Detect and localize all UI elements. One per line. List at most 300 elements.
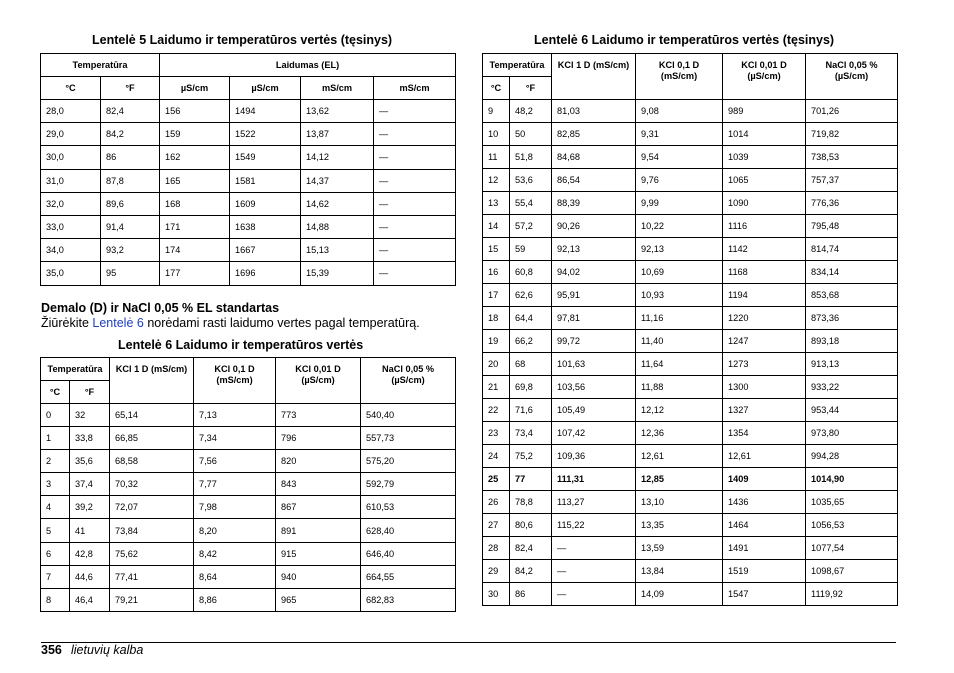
table-row <box>483 422 898 445</box>
table-cell: 994,28 <box>806 445 898 468</box>
table-cell: 4 <box>41 496 70 519</box>
table-cell: 174 <box>160 239 230 262</box>
table-cell: 34,0 <box>41 239 101 262</box>
table-cell: 973,80 <box>806 422 898 445</box>
table-cell: 94,02 <box>552 261 636 284</box>
table-cell: 86,54 <box>552 169 636 192</box>
table-cell: 113,27 <box>552 491 636 514</box>
table-cell: 12 <box>483 169 510 192</box>
table-cell: 25 <box>483 468 510 491</box>
table-cell: 1696 <box>230 262 301 285</box>
table-cell: 682,83 <box>361 588 456 611</box>
page-language: lietuvių kalba <box>71 643 144 657</box>
table-row <box>41 519 456 542</box>
table-6-link[interactable]: Lentelė 6 <box>92 316 144 330</box>
table-row <box>483 261 898 284</box>
table-row <box>483 284 898 307</box>
table-cell: 1300 <box>723 376 806 399</box>
table-cell: 738,53 <box>806 146 898 169</box>
table-cell: 891 <box>276 519 361 542</box>
table-cell: — <box>374 123 456 146</box>
table-cell: — <box>374 100 456 123</box>
table-cell: 89,6 <box>101 192 160 215</box>
table-row <box>41 123 456 146</box>
table-cell: 14,37 <box>301 169 374 192</box>
table-cell: 1547 <box>723 583 806 606</box>
table-cell: 873,36 <box>806 307 898 330</box>
table-cell: 66,85 <box>110 427 194 450</box>
table-cell: 1409 <box>723 468 806 491</box>
table-cell: 5 <box>41 519 70 542</box>
table-cell: 29,0 <box>41 123 101 146</box>
table-cell: 1354 <box>723 422 806 445</box>
table-cell: 9,99 <box>636 192 723 215</box>
table-cell: 60,8 <box>510 261 552 284</box>
table-cell: 14,62 <box>301 192 374 215</box>
table-cell: 73,84 <box>110 519 194 542</box>
header-temperature: Temperatūra <box>483 54 552 77</box>
table-cell: 773 <box>276 404 361 427</box>
table-cell: 719,82 <box>806 123 898 146</box>
table-cell: 44,6 <box>70 565 110 588</box>
table-cell: — <box>374 169 456 192</box>
table-cell: 97,81 <box>552 307 636 330</box>
table-cell: 9 <box>483 100 510 123</box>
table-cell: 71,6 <box>510 399 552 422</box>
table-row <box>483 537 898 560</box>
table-row <box>41 239 456 262</box>
table-cell: 1494 <box>230 100 301 123</box>
table-cell: 82,4 <box>101 100 160 123</box>
table-cell: 1667 <box>230 239 301 262</box>
table-cell: 8,42 <box>194 542 276 565</box>
table-cell: 628,40 <box>361 519 456 542</box>
table-cell: 913,13 <box>806 353 898 376</box>
table-cell: 820 <box>276 450 361 473</box>
table-cell: 55,4 <box>510 192 552 215</box>
table-cell: 1464 <box>723 514 806 537</box>
conductivity-table-5 <box>40 53 456 286</box>
table-cell: 84,68 <box>552 146 636 169</box>
table-cell: 82,4 <box>510 537 552 560</box>
table-cell: 68,58 <box>110 450 194 473</box>
table-cell: 853,68 <box>806 284 898 307</box>
table-cell: 940 <box>276 565 361 588</box>
table-cell: 1077,54 <box>806 537 898 560</box>
table-row <box>41 496 456 519</box>
table-cell: 111,31 <box>552 468 636 491</box>
table-cell: 2 <box>41 450 70 473</box>
table-cell: 1549 <box>230 146 301 169</box>
table-cell: 7,13 <box>194 404 276 427</box>
table-cell: 27 <box>483 514 510 537</box>
table-cell: 1522 <box>230 123 301 146</box>
table-cell: 81,03 <box>552 100 636 123</box>
header-kcl-001d: KCl 0,01 D (µS/cm) <box>723 54 806 100</box>
table-cell: 77 <box>510 468 552 491</box>
table-cell: 92,13 <box>552 238 636 261</box>
table-cell: 14,12 <box>301 146 374 169</box>
table-cell: 11,64 <box>636 353 723 376</box>
table-cell: 17 <box>483 284 510 307</box>
header-kcl-1d: KCl 1 D (mS/cm) <box>552 54 636 100</box>
table-cell: 109,36 <box>552 445 636 468</box>
table-cell: 12,12 <box>636 399 723 422</box>
table-cell: 65,14 <box>110 404 194 427</box>
header-unit: mS/cm <box>374 77 456 100</box>
table-cell: 29 <box>483 560 510 583</box>
header-fahrenheit: °F <box>101 77 160 100</box>
header-fahrenheit: °F <box>510 77 552 100</box>
table-row <box>41 192 456 215</box>
table-cell: 91,4 <box>101 215 160 238</box>
footer-rule <box>41 642 896 643</box>
header-kcl-1d: KCl 1 D (mS/cm) <box>110 358 194 404</box>
header-unit: µS/cm <box>160 77 230 100</box>
table-cell: 965 <box>276 588 361 611</box>
table-cell: 62,6 <box>510 284 552 307</box>
table-cell: 26 <box>483 491 510 514</box>
table-cell: 107,42 <box>552 422 636 445</box>
table-cell: — <box>374 146 456 169</box>
table-cell: 159 <box>160 123 230 146</box>
header-celsius: °C <box>41 77 101 100</box>
table-cell: 33,0 <box>41 215 101 238</box>
header-unit: µS/cm <box>230 77 301 100</box>
table-cell: 10 <box>483 123 510 146</box>
table-cell: 78,8 <box>510 491 552 514</box>
table-cell: 1491 <box>723 537 806 560</box>
section-heading: Demalo (D) ir NaCl 0,05 % EL standartas <box>41 301 280 315</box>
table-cell: 28,0 <box>41 100 101 123</box>
table-row <box>483 445 898 468</box>
table-cell: 69,8 <box>510 376 552 399</box>
table-row <box>483 123 898 146</box>
table-cell: 84,2 <box>101 123 160 146</box>
table-row <box>483 146 898 169</box>
table-cell: 10,22 <box>636 215 723 238</box>
table-cell: 757,37 <box>806 169 898 192</box>
table-cell: 101,63 <box>552 353 636 376</box>
table-cell: 13,59 <box>636 537 723 560</box>
table-cell: 814,74 <box>806 238 898 261</box>
table-cell: 1273 <box>723 353 806 376</box>
table-cell: 8,86 <box>194 588 276 611</box>
table-row <box>483 100 898 123</box>
table-cell: 1116 <box>723 215 806 238</box>
table-cell: 1638 <box>230 215 301 238</box>
table-cell: 13,62 <box>301 100 374 123</box>
header-fahrenheit: °F <box>70 381 110 404</box>
table-cell: 8 <box>41 588 70 611</box>
table-cell: 42,8 <box>70 542 110 565</box>
table-cell: 953,44 <box>806 399 898 422</box>
table-cell: 93,2 <box>101 239 160 262</box>
table-cell: 9,08 <box>636 100 723 123</box>
table-cell: 57,2 <box>510 215 552 238</box>
table-cell: 575,20 <box>361 450 456 473</box>
table-cell: 1065 <box>723 169 806 192</box>
table-cell: 22 <box>483 399 510 422</box>
table-cell: 14,09 <box>636 583 723 606</box>
table-cell: 16 <box>483 261 510 284</box>
table-cell: 35,0 <box>41 262 101 285</box>
table-row <box>483 330 898 353</box>
table-cell: 177 <box>160 262 230 285</box>
table-cell: 1090 <box>723 192 806 215</box>
table-cell: 171 <box>160 215 230 238</box>
table-row <box>41 100 456 123</box>
table-row <box>483 583 898 606</box>
table-cell: 79,21 <box>110 588 194 611</box>
table-cell: 3 <box>41 473 70 496</box>
table-cell: 1119,92 <box>806 583 898 606</box>
table-cell: 1194 <box>723 284 806 307</box>
table-cell: 105,49 <box>552 399 636 422</box>
table-cell: 30 <box>483 583 510 606</box>
table-cell: 92,13 <box>636 238 723 261</box>
table-cell: 843 <box>276 473 361 496</box>
table-cell: 11,16 <box>636 307 723 330</box>
table-cell: 13 <box>483 192 510 215</box>
table-cell: 99,72 <box>552 330 636 353</box>
conductivity-table-6-continued <box>482 53 898 606</box>
table-cell: 77,41 <box>110 565 194 588</box>
table-cell: 915 <box>276 542 361 565</box>
table-b-caption: Lentelė 6 Laidumo ir temperatūros vertės <box>118 338 364 352</box>
table-cell: 15,39 <box>301 262 374 285</box>
table-cell: 6 <box>41 542 70 565</box>
header-nacl-005: NaCl 0,05 % (µS/cm) <box>361 358 456 404</box>
table-cell: 10,93 <box>636 284 723 307</box>
table-cell: 68 <box>510 353 552 376</box>
table-row <box>41 427 456 450</box>
table-cell: 664,55 <box>361 565 456 588</box>
table-cell: 1168 <box>723 261 806 284</box>
table-cell: 1014,90 <box>806 468 898 491</box>
page-number: 356 <box>41 643 62 657</box>
table-cell: 70,32 <box>110 473 194 496</box>
table-row <box>41 146 456 169</box>
table-row <box>41 542 456 565</box>
table-cell: 162 <box>160 146 230 169</box>
table-row <box>41 588 456 611</box>
header-conductivity: Laidumas (EL) <box>160 54 456 77</box>
table-cell: 35,6 <box>70 450 110 473</box>
table-cell: 7,77 <box>194 473 276 496</box>
table-cell: 11,40 <box>636 330 723 353</box>
table-cell: 9,54 <box>636 146 723 169</box>
table-cell: 12,36 <box>636 422 723 445</box>
table-cell: 48,2 <box>510 100 552 123</box>
table-cell: 13,84 <box>636 560 723 583</box>
table-row <box>483 468 898 491</box>
table-cell: 75,2 <box>510 445 552 468</box>
table-cell: 19 <box>483 330 510 353</box>
table-row <box>483 238 898 261</box>
header-kcl-01d: KCl 0,1 D (mS/cm) <box>194 358 276 404</box>
header-celsius: °C <box>41 381 70 404</box>
header-kcl-001d: KCl 0,01 D (µS/cm) <box>276 358 361 404</box>
table-row <box>41 565 456 588</box>
table-row <box>41 450 456 473</box>
table-cell: 592,79 <box>361 473 456 496</box>
table-cell: 795,48 <box>806 215 898 238</box>
table-cell: 1327 <box>723 399 806 422</box>
table-cell: 1519 <box>723 560 806 583</box>
table-cell: 1035,65 <box>806 491 898 514</box>
table-cell: — <box>374 239 456 262</box>
table-cell: 39,2 <box>70 496 110 519</box>
table-row <box>483 514 898 537</box>
table-cell: — <box>552 560 636 583</box>
table-cell: 33,8 <box>70 427 110 450</box>
table-cell: 989 <box>723 100 806 123</box>
table-cell: 14,88 <box>301 215 374 238</box>
table-cell: 115,22 <box>552 514 636 537</box>
section-text-before: Žiūrėkite <box>41 316 93 330</box>
table-cell: 1609 <box>230 192 301 215</box>
table-cell: 59 <box>510 238 552 261</box>
table-cell: 1039 <box>723 146 806 169</box>
table-cell: 32 <box>70 404 110 427</box>
table-cell: 72,07 <box>110 496 194 519</box>
table-cell: 20 <box>483 353 510 376</box>
table-cell: 796 <box>276 427 361 450</box>
table-cell: 168 <box>160 192 230 215</box>
table-cell: 12,61 <box>723 445 806 468</box>
table-row <box>41 262 456 285</box>
table-cell: 86 <box>101 146 160 169</box>
header-celsius: °C <box>483 77 510 100</box>
table-cell: 893,18 <box>806 330 898 353</box>
table-cell: — <box>552 537 636 560</box>
table-cell: 1056,53 <box>806 514 898 537</box>
table-cell: — <box>374 262 456 285</box>
table-cell: 73,4 <box>510 422 552 445</box>
table-cell: — <box>374 192 456 215</box>
table-cell: 933,22 <box>806 376 898 399</box>
table-cell: 82,85 <box>552 123 636 146</box>
table-row <box>41 473 456 496</box>
table-cell: 15 <box>483 238 510 261</box>
table-cell: 1014 <box>723 123 806 146</box>
table-cell: 8,64 <box>194 565 276 588</box>
table-row <box>483 376 898 399</box>
conductivity-table-6 <box>40 357 456 612</box>
table-cell: 11 <box>483 146 510 169</box>
header-temperature: Temperatūra <box>41 54 160 77</box>
table-cell: 66,2 <box>510 330 552 353</box>
table-cell: 75,62 <box>110 542 194 565</box>
table-cell: 88,39 <box>552 192 636 215</box>
section-text-after: norėdami rasti laidumo vertes pagal temperatūrą. <box>143 316 420 330</box>
table-cell: 21 <box>483 376 510 399</box>
table-row <box>483 307 898 330</box>
table-cell: 776,36 <box>806 192 898 215</box>
table-cell: 1436 <box>723 491 806 514</box>
table-cell: 610,53 <box>361 496 456 519</box>
table-cell: 1247 <box>723 330 806 353</box>
table-cell: 13,35 <box>636 514 723 537</box>
table-cell: 12,61 <box>636 445 723 468</box>
header-kcl-01d: KCl 0,1 D (mS/cm) <box>636 54 723 100</box>
table-cell: 7,56 <box>194 450 276 473</box>
header-nacl-005: NaCl 0,05 % (µS/cm) <box>806 54 898 100</box>
table-cell: 37,4 <box>70 473 110 496</box>
table-cell: 10,69 <box>636 261 723 284</box>
table-cell: 646,40 <box>361 542 456 565</box>
table-cell: 90,26 <box>552 215 636 238</box>
table-cell: 28 <box>483 537 510 560</box>
table-cell: 9,76 <box>636 169 723 192</box>
table-cell: 834,14 <box>806 261 898 284</box>
table-cell: 84,2 <box>510 560 552 583</box>
table-cell: 7,98 <box>194 496 276 519</box>
table-cell: 18 <box>483 307 510 330</box>
table-row <box>483 399 898 422</box>
table-cell: 41 <box>70 519 110 542</box>
table-cell: 11,88 <box>636 376 723 399</box>
header-unit: mS/cm <box>301 77 374 100</box>
table-cell: 1581 <box>230 169 301 192</box>
table-cell: 1142 <box>723 238 806 261</box>
table-cell: 30,0 <box>41 146 101 169</box>
table-c-caption: Lentelė 6 Laidumo ir temperatūros vertės (tęsinys) <box>534 33 835 47</box>
table-cell: 53,6 <box>510 169 552 192</box>
table-cell: 50 <box>510 123 552 146</box>
table-cell: 23 <box>483 422 510 445</box>
table-cell: 7 <box>41 565 70 588</box>
table-cell: 12,85 <box>636 468 723 491</box>
table-cell: 14 <box>483 215 510 238</box>
table-row <box>41 169 456 192</box>
table-cell: 1098,67 <box>806 560 898 583</box>
table-row <box>483 215 898 238</box>
table-cell: 24 <box>483 445 510 468</box>
table-cell: 9,31 <box>636 123 723 146</box>
table-cell: 8,20 <box>194 519 276 542</box>
section-text <box>41 316 420 330</box>
table-cell: — <box>552 583 636 606</box>
table-cell: 80,6 <box>510 514 552 537</box>
table-cell: 701,26 <box>806 100 898 123</box>
table-cell: 87,8 <box>101 169 160 192</box>
table-row <box>41 215 456 238</box>
table-row <box>483 491 898 514</box>
table-cell: 31,0 <box>41 169 101 192</box>
table-cell: 13,10 <box>636 491 723 514</box>
table-cell: 165 <box>160 169 230 192</box>
table-cell: 15,13 <box>301 239 374 262</box>
table-row <box>41 404 456 427</box>
table-cell: — <box>374 215 456 238</box>
table-cell: 46,4 <box>70 588 110 611</box>
table-cell: 1 <box>41 427 70 450</box>
table-row <box>483 192 898 215</box>
table-cell: 32,0 <box>41 192 101 215</box>
table-cell: 867 <box>276 496 361 519</box>
table-cell: 95 <box>101 262 160 285</box>
table-cell: 7,34 <box>194 427 276 450</box>
table-cell: 95,91 <box>552 284 636 307</box>
table-row <box>483 353 898 376</box>
table-row <box>483 560 898 583</box>
table-cell: 1220 <box>723 307 806 330</box>
table-cell: 86 <box>510 583 552 606</box>
table-cell: 156 <box>160 100 230 123</box>
table-a-caption: Lentelė 5 Laidumo ir temperatūros vertės (tęsinys) <box>92 33 393 47</box>
